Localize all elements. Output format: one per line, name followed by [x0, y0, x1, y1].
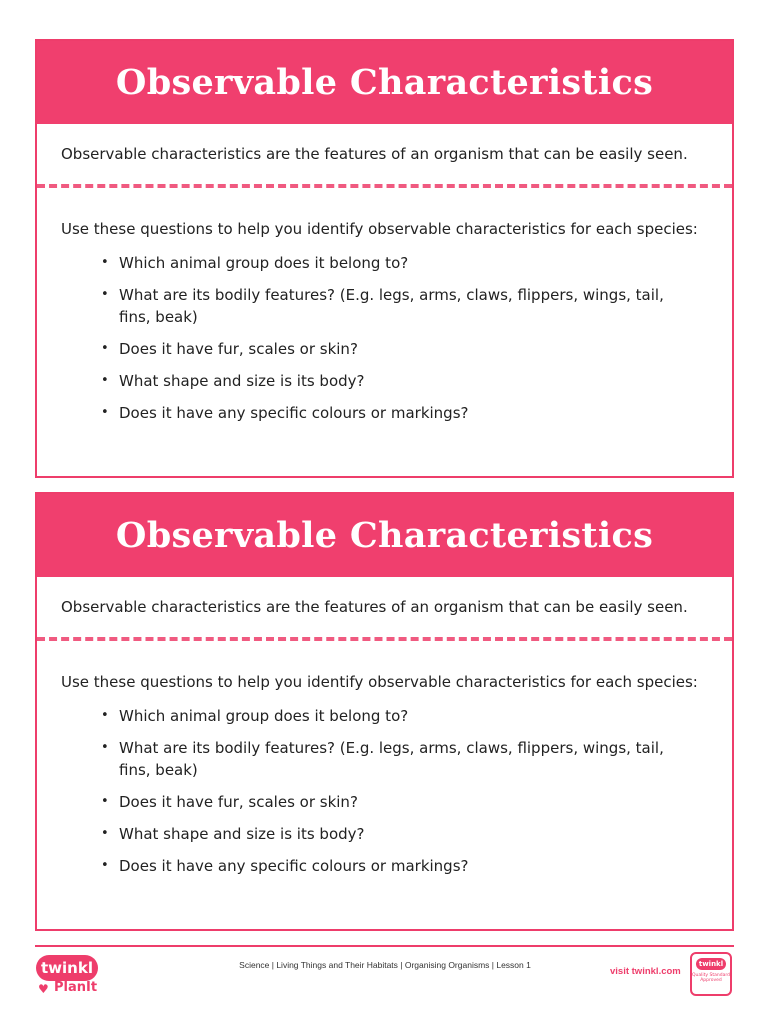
- definition-text: Observable characteristics are the features of an organism that can be easily seen.: [61, 598, 688, 616]
- bullet-icon: •: [101, 405, 109, 420]
- twinkl-logo[interactable]: [36, 955, 108, 997]
- question-list: [61, 252, 708, 424]
- bullet-icon: •: [101, 341, 109, 356]
- card-header: [37, 41, 732, 124]
- question-text: What are its bodily features? (E.g. legs, arms, claws, flippers, wings, tail, fins, beak): [119, 739, 664, 779]
- question-text: Does it have any specific colours or markings?: [119, 857, 469, 875]
- list-item: [101, 338, 678, 360]
- definition-text: Observable characteristics are the features of an organism that can be easily seen.: [61, 145, 688, 163]
- bullet-icon: •: [101, 858, 109, 873]
- list-item: [101, 370, 678, 392]
- question-text: Which animal group does it belong to?: [119, 707, 409, 725]
- question-text: Does it have fur, scales or skin?: [119, 793, 358, 811]
- bullet-icon: •: [101, 794, 109, 809]
- question-text: What shape and size is its body?: [119, 825, 365, 843]
- list-item: [101, 402, 678, 424]
- bullet-icon: •: [101, 287, 109, 302]
- question-text: What are its bodily features? (E.g. legs, arms, claws, flippers, wings, tail, fins, beak): [119, 286, 664, 326]
- list-item: [101, 705, 678, 727]
- quality-badge: [690, 952, 732, 996]
- question-list: [61, 705, 708, 877]
- list-item: [101, 855, 678, 877]
- list-item: [101, 252, 678, 274]
- card-header: [37, 494, 732, 577]
- footer-breadcrumb: Science | Living Things and Their Habitats | Organising Organisms | Lesson 1: [239, 960, 531, 970]
- question-text: Does it have any specific colours or markings?: [119, 404, 469, 422]
- bullet-icon: •: [101, 826, 109, 841]
- question-text: Which animal group does it belong to?: [119, 254, 409, 272]
- list-item: [101, 737, 678, 781]
- questions-section: [37, 641, 732, 877]
- bullet-icon: •: [101, 708, 109, 723]
- visit-link[interactable]: visit twinkl.com: [610, 966, 681, 977]
- list-item: [101, 791, 678, 813]
- footer-divider: [35, 945, 734, 947]
- question-text: Does it have fur, scales or skin?: [119, 340, 358, 358]
- questions-section: [37, 188, 732, 424]
- card-2: [35, 492, 734, 931]
- card-title: Observable Characteristics: [115, 515, 654, 556]
- card-1: [35, 39, 734, 478]
- logo-planit: PlanIt: [54, 980, 98, 995]
- list-item: [101, 823, 678, 845]
- logo-cloud: twinkl: [36, 955, 98, 981]
- questions-intro: Use these questions to help you identify observable characteristics for each species:: [61, 220, 698, 238]
- heart-icon: ♥: [38, 982, 49, 996]
- question-text: What shape and size is its body?: [119, 372, 365, 390]
- bullet-icon: •: [101, 740, 109, 755]
- list-item: [101, 284, 678, 328]
- badge-logo: twinkl: [696, 958, 726, 970]
- bullet-icon: •: [101, 255, 109, 270]
- card-title: Observable Characteristics: [115, 62, 654, 103]
- questions-intro: Use these questions to help you identify observable characteristics for each species:: [61, 673, 698, 691]
- badge-text: Quality Standard Approved: [692, 973, 730, 983]
- bullet-icon: •: [101, 373, 109, 388]
